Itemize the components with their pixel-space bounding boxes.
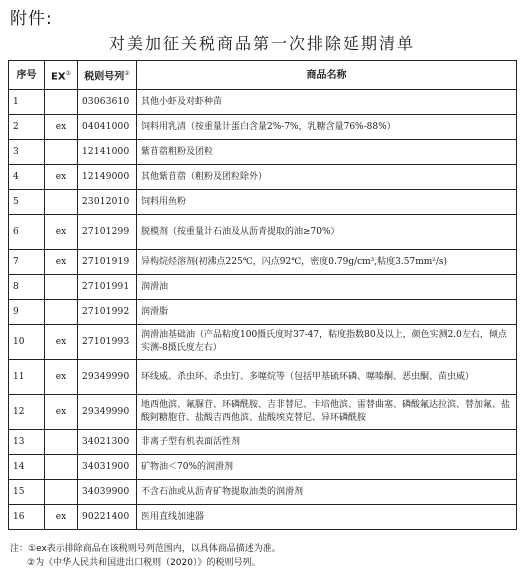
row-name-cell: 紫苜蓿粗粉及团粒: [137, 140, 517, 165]
row-code-cell: 27101299: [78, 215, 137, 250]
row-seq-cell: 3: [9, 140, 45, 165]
row-ex-cell: ex: [45, 325, 78, 360]
row-ex-cell: ex: [45, 505, 78, 530]
attachment-label: 附件:: [10, 9, 53, 29]
column-header-ex: [45, 61, 78, 90]
row-seq-cell: 9: [9, 300, 45, 325]
row-ex-cell: [45, 300, 78, 325]
row-name-cell: 润滑脂: [137, 300, 517, 325]
row-ex-cell: ex: [45, 360, 78, 395]
row-name-cell: 润滑油: [137, 275, 517, 300]
row-code-cell: 03063610: [78, 90, 137, 115]
table-row: [9, 430, 517, 455]
row-ex-cell: ex: [45, 165, 78, 190]
row-seq-cell: 1: [9, 90, 45, 115]
row-code-cell: 29349990: [78, 395, 137, 430]
row-code-cell: 34031900: [78, 455, 137, 480]
table-row: [9, 275, 517, 300]
row-seq-cell: 12: [9, 395, 45, 430]
table-row: [9, 215, 517, 250]
column-header-code-label: 税则号列: [84, 71, 125, 83]
footnote-line-1: 注：①ex表示排除商品在该税则号列范围内，以具体商品描述为准。: [10, 544, 281, 554]
table-row: [9, 325, 517, 360]
row-name-cell: 其他紫苜蓿（粗粉及团粒除外）: [137, 165, 517, 190]
row-code-cell: 34039900: [78, 480, 137, 505]
row-seq-cell: 15: [9, 480, 45, 505]
row-code-cell: 27101993: [78, 325, 137, 360]
table-row: [9, 90, 517, 115]
document-title: 对美加征关税商品第一次排除延期清单: [108, 34, 415, 53]
footnote-marker-2: ②: [124, 69, 130, 77]
table-row: [9, 300, 517, 325]
table-row: [9, 165, 517, 190]
row-name-cell: 不含石油或从沥青矿物提取油类的润滑剂: [137, 480, 517, 505]
row-name-cell: 润滑油基础油（产品粘度100摄氏度时37-47，粘度指数80及以上，颜色实测2.0左右，倾点实测-8摄氏度左右）: [137, 325, 517, 360]
column-header-name: 商品名称: [137, 61, 517, 90]
table-row: [9, 395, 517, 430]
row-ex-cell: [45, 190, 78, 215]
row-code-cell: 27101919: [78, 250, 137, 275]
row-seq-cell: 16: [9, 505, 45, 530]
footnote-line-2: ②为《中华人民共和国进出口税则（2020）》的税则号列。: [27, 558, 261, 568]
table-body: [9, 90, 517, 530]
row-code-cell: 04041000: [78, 115, 137, 140]
table-row: [9, 505, 517, 530]
row-ex-cell: [45, 480, 78, 505]
row-name-cell: 饲料用乳清（按重量计蛋白含量2%-7%，乳糖含量76%-88%）: [137, 115, 517, 140]
row-seq-cell: 2: [9, 115, 45, 140]
row-code-cell: 34021300: [78, 430, 137, 455]
table-row: [9, 140, 517, 165]
row-seq-cell: 14: [9, 455, 45, 480]
row-ex-cell: [45, 275, 78, 300]
row-name-cell: 其他小虾及对虾种苗: [137, 90, 517, 115]
row-ex-cell: [45, 90, 78, 115]
row-name-cell: 非离子型有机表面活性剂: [137, 430, 517, 455]
table-row: [9, 250, 517, 275]
exclusion-list-table: [8, 60, 517, 530]
row-ex-cell: ex: [45, 115, 78, 140]
row-name-cell: 医用直线加速器: [137, 505, 517, 530]
row-code-cell: 12149000: [78, 165, 137, 190]
table-row: [9, 455, 517, 480]
row-seq-cell: 5: [9, 190, 45, 215]
column-header-code: [78, 61, 137, 90]
row-seq-cell: 6: [9, 215, 45, 250]
table-row: [9, 190, 517, 215]
row-seq-cell: 8: [9, 275, 45, 300]
table-row: [9, 115, 517, 140]
footnotes: [10, 542, 281, 570]
footnote-marker-1: ①: [65, 69, 71, 77]
row-seq-cell: 10: [9, 325, 45, 360]
column-header-seq: 序号: [9, 61, 45, 90]
row-ex-cell: [45, 140, 78, 165]
row-seq-cell: 7: [9, 250, 45, 275]
row-name-cell: 饲料用鱼粉: [137, 190, 517, 215]
table-header-row: [9, 61, 517, 90]
row-name-cell: 地西他滨、氟脲苷、环磷酰胺、吉非替尼、卡培他滨、雷替曲塞、磷酸氟达拉滨、替加氟、盐酸阿糖胞苷、盐酸吉西他滨、盐酸埃克替尼、异环磷酰胺: [137, 395, 517, 430]
row-ex-cell: ex: [45, 395, 78, 430]
row-seq-cell: 11: [9, 360, 45, 395]
row-code-cell: 90221400: [78, 505, 137, 530]
row-seq-cell: 4: [9, 165, 45, 190]
row-seq-cell: 13: [9, 430, 45, 455]
row-code-cell: 23012010: [78, 190, 137, 215]
row-name-cell: 脱模剂（按重量计石油及从沥青提取的油≥70%）: [137, 215, 517, 250]
row-name-cell: 异构烷烃溶剂(初沸点225℃，闪点92℃，密度0.79g/cm³,粘度3.57mm²/s): [137, 250, 517, 275]
row-code-cell: 27101992: [78, 300, 137, 325]
row-name-cell: 环线威、杀虫环、杀虫钉、多噻烷等（包括甲基硫环磷、噻嗪酮、恶虫酮、苗虫威）: [137, 360, 517, 395]
row-code-cell: 27101991: [78, 275, 137, 300]
row-ex-cell: [45, 430, 78, 455]
row-name-cell: 矿物油＜70%的润滑剂: [137, 455, 517, 480]
row-ex-cell: ex: [45, 250, 78, 275]
row-ex-cell: ex: [45, 215, 78, 250]
row-ex-cell: [45, 455, 78, 480]
table-row: [9, 480, 517, 505]
column-header-ex-label: EX: [51, 71, 66, 83]
row-code-cell: 12141000: [78, 140, 137, 165]
table-row: [9, 360, 517, 395]
row-code-cell: 29349990: [78, 360, 137, 395]
